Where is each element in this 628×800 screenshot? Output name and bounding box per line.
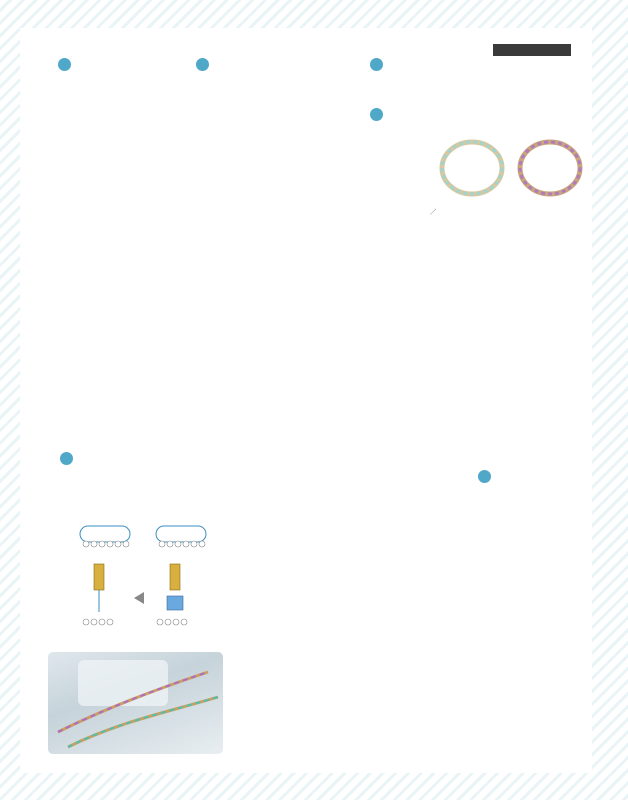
bracelet-b: [442, 142, 502, 194]
step-number: [478, 470, 491, 483]
clasp-diagram-left: [83, 564, 113, 625]
step-3: [196, 58, 318, 78]
step-number: [60, 452, 73, 465]
materials-block: [430, 208, 590, 218]
materials-colors: ／: [430, 209, 437, 216]
page-reference-tag: [493, 44, 571, 56]
bracelet-a: [520, 142, 580, 194]
bracelet-photo-art: [48, 652, 223, 754]
step-number: [370, 108, 383, 121]
step-number: [370, 58, 383, 71]
beading-diagrams-bottom: [236, 455, 468, 755]
step-2: [370, 108, 460, 128]
herringbone-diagram-left: [80, 526, 130, 547]
step-5: [478, 470, 566, 490]
clasp-diagram-right: [157, 564, 187, 625]
step-6: [60, 452, 228, 472]
herringbone-diagram-right: [156, 526, 206, 547]
arrow-icon: [134, 592, 144, 604]
step-6-diagrams: [60, 512, 228, 644]
step-1: [370, 58, 460, 78]
step-number: [58, 58, 71, 71]
step-4: [58, 58, 186, 78]
beading-diagrams-top: [60, 140, 380, 440]
bracelet-photo: [48, 652, 223, 754]
bracelet-photos: [432, 134, 592, 206]
step-number: [196, 58, 209, 71]
